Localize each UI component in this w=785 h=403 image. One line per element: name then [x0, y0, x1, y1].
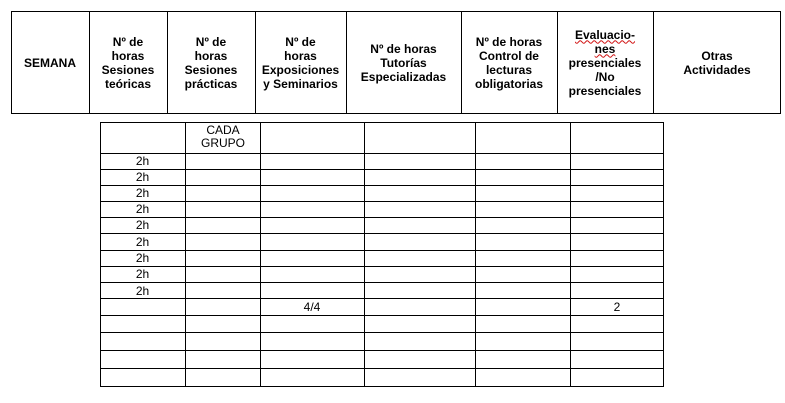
header-line: Especializadas	[360, 69, 447, 84]
header-sesiones-teoricas	[89, 11, 167, 114]
header-line: /No	[595, 69, 615, 84]
header-table	[11, 11, 781, 114]
header-line: Nº de horas	[370, 41, 437, 56]
grid-row-divider	[100, 169, 664, 170]
hours-cell: 2h	[135, 202, 150, 216]
hours-cell: 2h	[135, 267, 150, 281]
header-line: horas	[284, 48, 317, 63]
header-line: teóricas	[104, 76, 151, 91]
cada-grupo-line: CADA	[206, 123, 240, 137]
header-line: lecturas	[485, 62, 532, 77]
grid-column-divider	[260, 122, 261, 387]
header-line: Control de	[478, 48, 539, 63]
header-tutorias	[346, 11, 461, 114]
cada-grupo-label	[186, 124, 260, 150]
grid-row-divider	[100, 185, 664, 186]
grid-row-divider	[100, 250, 664, 251]
header-line: presenciales	[568, 83, 642, 98]
header-line: Otras	[701, 48, 733, 63]
grid-column-divider	[475, 122, 476, 387]
header-line: Exposiciones	[261, 62, 340, 77]
hours-cell: 2h	[135, 251, 150, 265]
grid-row-divider	[100, 315, 664, 316]
schedule-grid	[100, 122, 664, 387]
header-line: obligatorias	[474, 76, 543, 91]
header-line: Sesiones	[184, 62, 238, 77]
grid-row-divider	[100, 217, 664, 218]
hours-cell: 2h	[135, 218, 150, 232]
header-otras-actividades	[653, 11, 781, 114]
header-line: Nº de	[195, 34, 227, 49]
header-line: Tutorías	[380, 55, 427, 70]
header-line: Actividades	[683, 62, 751, 77]
hours-cell: 2h	[135, 186, 150, 200]
header-control-lecturas	[461, 11, 557, 114]
grid-row-divider	[100, 282, 664, 283]
header-line: Nº de	[285, 34, 316, 49]
grid-column-divider	[364, 122, 365, 387]
hours-cell: 2h	[135, 284, 150, 298]
header-line: nes	[594, 41, 616, 56]
grid-row-divider	[100, 153, 664, 154]
hours-cell: 2h	[135, 235, 150, 249]
exposiciones-total: 4/4	[303, 300, 321, 314]
header-line: SEMANA	[23, 55, 76, 70]
header-line: y Seminarios	[263, 76, 338, 91]
hours-cell: 2h	[135, 154, 150, 168]
header-sesiones-practicas	[167, 11, 255, 114]
header-line: Nº de	[112, 34, 144, 49]
grid-row-divider	[100, 298, 664, 299]
header-line: presenciales	[568, 55, 642, 70]
header-line: Evaluacio-	[574, 27, 636, 42]
header-line: Sesiones	[101, 62, 155, 77]
grid-row-divider	[100, 368, 664, 369]
cada-grupo-line: GRUPO	[200, 136, 245, 150]
grid-row-divider	[100, 332, 664, 333]
evaluaciones-total: 2	[613, 300, 621, 314]
grid-row-divider	[100, 266, 664, 267]
hours-cell: 2h	[135, 170, 150, 184]
header-evaluaciones	[557, 11, 653, 114]
header-line: prácticas	[184, 76, 238, 91]
grid-row-divider	[100, 201, 664, 202]
grid-column-divider	[570, 122, 571, 387]
header-line: horas	[111, 48, 145, 63]
grid-row-divider	[100, 233, 664, 234]
header-line: horas	[194, 48, 228, 63]
header-semana	[11, 11, 89, 114]
header-exposiciones-seminarios	[255, 11, 346, 114]
grid-column-divider	[185, 122, 186, 387]
grid-row-divider	[100, 350, 664, 351]
header-line: Nº de horas	[475, 34, 543, 49]
